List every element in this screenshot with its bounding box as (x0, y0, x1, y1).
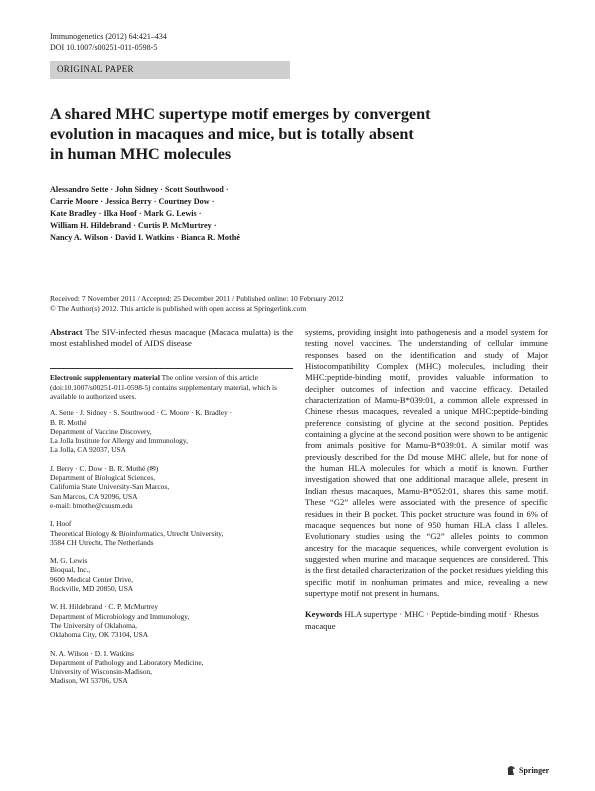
affiliation-line: Rockville, MD 20850, USA (50, 584, 134, 594)
affiliation-line: A. Sette · J. Sidney · S. Southwood · C. Moore · K. Bradley · (50, 408, 233, 418)
affiliation-line: M. G. Lewis (50, 556, 88, 566)
author-line: Alessandro Sette · John Sidney · Scott Southwood · (50, 185, 229, 194)
affiliation-line: Bioqual, Inc., (50, 565, 91, 575)
author-line: Kate Bradley · Ilka Hoof · Mark G. Lewis · (50, 209, 202, 218)
affiliation-line: N. A. Wilson · D. I. Watkins (50, 648, 134, 658)
publication-dates (50, 294, 550, 314)
keywords-label: Keywords (305, 609, 343, 620)
abstract-start-text: The SIV-infected rhesus macaque (Macaca mulatta) is the most established model of AIDS disease (50, 327, 293, 349)
affiliation-line: 9600 Medical Center Drive, (50, 574, 133, 584)
affiliation-block (50, 556, 293, 593)
affiliation-line: Madison, WI 53706, USA (50, 676, 128, 686)
section-label: ORIGINAL PAPER (57, 64, 134, 74)
author-list (50, 184, 550, 244)
springer-horse-icon (506, 765, 516, 776)
affiliation-line: Department of Biological Sciences, (50, 473, 156, 483)
abstract-body (305, 327, 548, 599)
esm-text: The online version of this article (doi:10.1007/s00251-011-0598-5) contains supplementary material, which is available to authorized users. (50, 373, 277, 401)
right-column (305, 327, 548, 632)
author-line: William H. Hildebrand · Curtis P. McMurtrey · (50, 221, 217, 230)
affiliation-line: San Marcos, CA 92096, USA (50, 491, 138, 501)
abstract-start (50, 327, 293, 349)
article-title (50, 104, 550, 164)
affiliation-line: J. Berry · C. Dow · B. R. Mothé (✉) (50, 463, 159, 473)
affiliation-line: California State University-San Marcos, (50, 482, 170, 492)
journal-doi: DOI 10.1007/s00251-011-0598-5 (50, 42, 158, 52)
contact-email[interactable]: e-mail: bmothe@csusm.edu (50, 500, 133, 510)
affiliation-line: Oklahoma City, OK 73104, USA (50, 630, 149, 640)
title-line: evolution in macaques and mice, but is totally absent (50, 125, 414, 143)
affiliation-line: I. Hoof (50, 519, 72, 529)
left-column (50, 327, 293, 686)
affiliation-line: La Jolla, CA 92037, USA (50, 445, 126, 455)
keywords (305, 609, 548, 632)
journal-header (50, 32, 167, 53)
title-line: in human MHC molecules (50, 145, 232, 163)
affiliation-block (50, 602, 293, 639)
affiliation-block (50, 464, 293, 510)
author-line: Carrie Moore · Jessica Berry · Courtney Dow · (50, 197, 215, 206)
affiliation-line: B. R. Mothé (50, 417, 87, 427)
affiliation-line: Department of Vaccine Discovery, (50, 426, 152, 436)
affiliation-block (50, 408, 293, 454)
abstract-continued: systems, providing insight into pathogenesis and a model system for testing novel vaccines. The understanding of cellular immune responses based on the identification and study of Major Histocompatibility Complex (MHC) molecules, including their MHC:peptide-binding motif, provides valuable information to decipher outcomes of infection and vaccine efficacy. Detailed characterization of Mamu-B*039:01, a common allele expressed in Chinese rhesus macaques, revealed a unique MHC:peptide-binding preference consisting of glycine at the second position. Peptides containing a glycine at the second position were shown to be antigenic from animals positive for Mamu-B*039:01. A similar motif was previously described for the Dd mouse MHC allele, but for none of the human HLA molecules for which a motif is known. Further investigation showed that one additional macaque allele, present in Indian rhesus macaques, Mamu-B*052:01, shares this same motif. These “G2” alleles were associated with the presence of specific residues in their B pocket. This pocket structure was found in 6% of macaque sequences but none of 950 human HLA class I alleles. Evolutionary studies using the “G2” alleles points to common ancestry for the macaque sequences, while convergent evolution is suggested when murine and macaque sequences are considered. This is the first detailed characterization of the pocket residues yielding this specific motif in nonhuman primates and mice, revealing a new supertype motif not present in humans. (305, 327, 548, 598)
affiliation-line: The University of Oklahoma, (50, 620, 138, 630)
affiliation-block (50, 519, 293, 547)
affiliation-line: Department of Microbiology and Immunology, (50, 611, 190, 621)
section-banner (50, 61, 290, 79)
affiliation-line: La Jolla Institute for Allergy and Immunology, (50, 436, 188, 446)
affiliation-line: W. H. Hildebrand · C. P. McMurtrey (50, 602, 159, 612)
dates-line: Received: 7 November 2011 / Accepted: 25 December 2011 / Published online: 10 February 2012 (50, 294, 344, 303)
journal-citation: Immunogenetics (2012) 64:421–434 (50, 32, 167, 41)
affiliation-block (50, 649, 293, 686)
copyright-line: © The Author(s) 2012. This article is published with open access at Springerlink.com (50, 304, 307, 313)
abstract-label: Abstract (50, 327, 83, 337)
author-line: Nancy A. Wilson · David I. Watkins · Bianca R. Mothé (50, 233, 240, 242)
affiliation-line: Department of Pathology and Laboratory Medicine, (50, 657, 204, 667)
publisher-name: Springer (519, 766, 550, 775)
esm-label: Electronic supplementary material (50, 373, 160, 383)
esm-note (50, 368, 293, 401)
affiliation-line: Theoretical Biology & Bioinformatics, Utrecht University, (50, 528, 224, 538)
affiliation-line: 3584 CH Utrecht, The Netherlands (50, 537, 154, 547)
title-line: A shared MHC supertype motif emerges by convergent (50, 105, 431, 123)
affiliation-line: University of Wisconsin-Madison, (50, 667, 152, 677)
keywords-text: HLA supertype · MHC · Peptide-binding motif · Rhesus macaque (305, 609, 539, 631)
publisher-logo (506, 765, 549, 776)
